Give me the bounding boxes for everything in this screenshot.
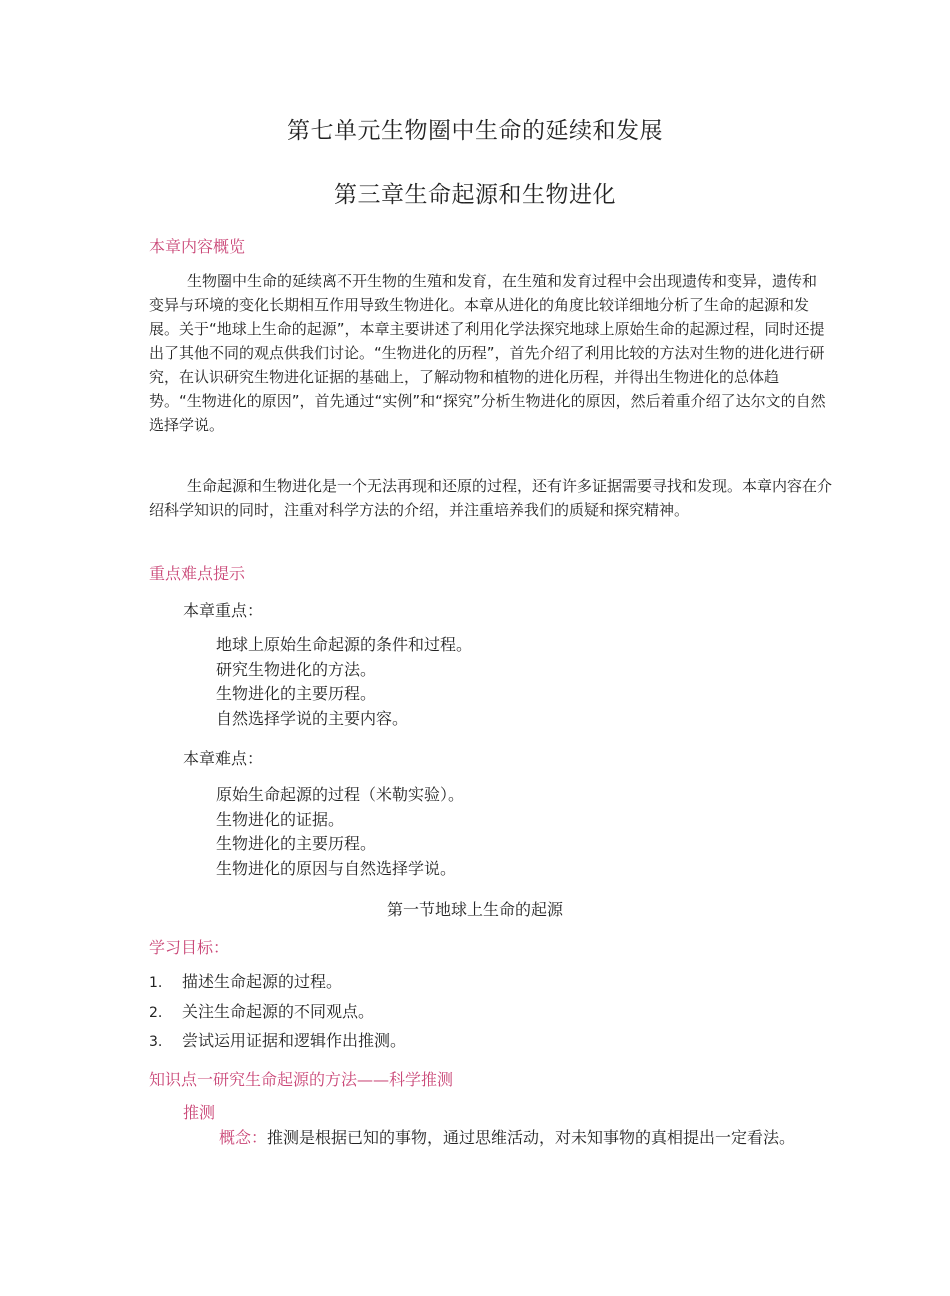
difficult-points-label: 本章难点： <box>183 749 264 768</box>
inference-label: 推测 <box>183 1103 216 1122</box>
unit-title: 第七单元生物圈中生命的延续和发展 <box>287 118 663 144</box>
difficult-point-item: 生物进化的主要历程。 <box>216 834 377 853</box>
concept-label: 概念： <box>219 1128 268 1147</box>
difficult-points-list <box>216 783 464 881</box>
objective-text: 尝试运用证据和逻辑作出推测。 <box>182 1031 407 1050</box>
objective-item <box>149 968 406 998</box>
objectives-list <box>149 968 406 1057</box>
overview-paragraph-2 <box>149 474 839 522</box>
objective-number: 1. <box>149 975 163 991</box>
key-point-item: 研究生物进化的方法。 <box>216 659 377 679</box>
objective-item <box>149 998 406 1028</box>
objectives-heading: 学习目标： <box>149 938 230 957</box>
objective-number: 2. <box>149 1004 163 1021</box>
objective-text: 描述生命起源的过程。 <box>182 972 343 991</box>
concept-paragraph <box>149 1125 819 1150</box>
objective-item <box>149 1027 406 1057</box>
overview-paragraph-2-text: 生命起源和生物进化是一个无法再现和还原的过程，还有许多证据需要寻找和发现。本章内容在介绍科学知识的同时，注重对科学方法的介绍，并注重培养我们的质疑和探究精神。 <box>149 477 833 519</box>
objective-text: 关注生命起源的不同观点。 <box>182 1001 375 1021</box>
overview-paragraph-1 <box>149 269 829 437</box>
key-points-label: 本章重点： <box>183 601 264 620</box>
objective-number: 3. <box>149 1034 163 1050</box>
key-points-list <box>216 633 472 731</box>
chapter-title: 第三章生命起源和生物进化 <box>334 182 616 208</box>
section-title: 第一节地球上生命的起源 <box>386 900 563 919</box>
overview-heading: 本章内容概览 <box>149 237 246 256</box>
difficult-point-item: 原始生命起源的过程（米勒实验）。 <box>216 785 465 804</box>
key-point-item: 生物进化的主要历程。 <box>216 684 377 703</box>
concept-text: 推测是根据已知的事物，通过思维活动，对未知事物的真相提出一定看法。 <box>267 1128 796 1147</box>
difficult-point-item: 生物进化的原因与自然选择学说。 <box>216 858 457 878</box>
knowledge-point-heading: 知识点一研究生命起源的方法——科学推测 <box>149 1070 454 1089</box>
key-points-heading: 重点难点提示 <box>149 564 246 583</box>
key-point-item: 地球上原始生命起源的条件和过程。 <box>216 635 473 654</box>
key-point-item: 自然选择学说的主要内容。 <box>216 708 409 728</box>
difficult-point-item: 生物进化的证据。 <box>216 809 345 829</box>
overview-paragraph-1-text: 生物圈中生命的延续离不开生物的生殖和发育，在生殖和发育过程中会出现遗传和变异，遗传和变异与环境的变化长期相互作用导致生物进化。本章从进化的角度比较详细地分析了生命的起源和发展。关于“地球上生命的起源”，本章主要讲述了利用化学法探究地球上原始生命的起源过程，同时还提出了其他不同的观点供我们讨论。“生物进化的历程”，首先介绍了利用比较的方法对生物的进化进行研究，在认识研究生物进化证据的基础上，了解动物和植物的进化历程，并得出生物进化的总体趋势。“生物进化的原因”，首先通过“实例”和“探究”分析生物进化的原因，然后着重介绍了达尔文的自然选择学说。 <box>149 272 826 434</box>
